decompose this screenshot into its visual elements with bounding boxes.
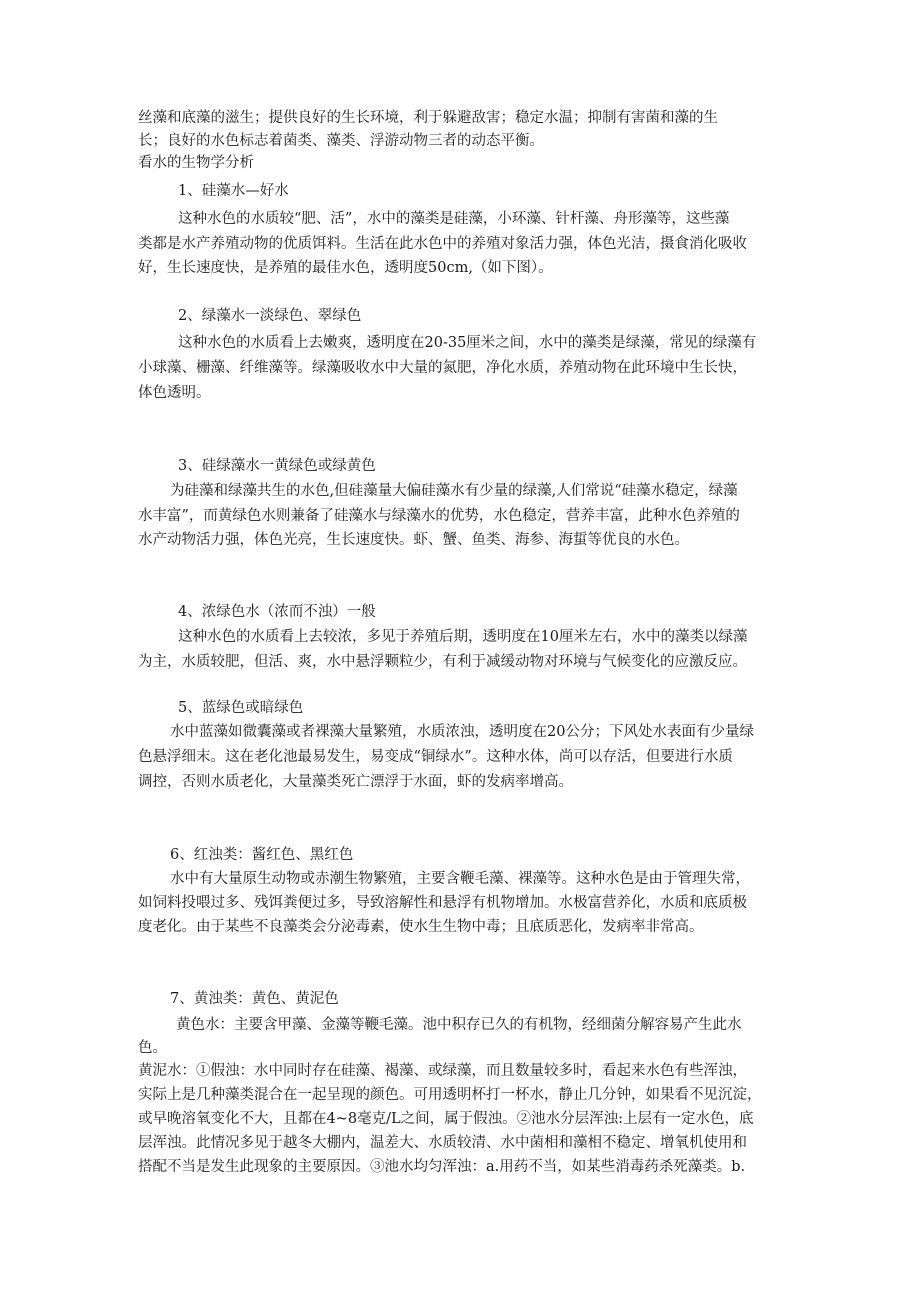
text-line: 实际上是几种藻类混合在一起呈现的颜色。可用透明杯打一杯水，静止几分钟，如果看不见沉淀， [138, 1087, 762, 1103]
text-line: 色悬浮细末。这在老化池最易发生，易变成“铜绿水”。这种水体，尚可以存活，但要进行水质 [138, 749, 733, 765]
text-line: 黄泥水：①假浊：水中同时存在硅藻、褐藻、或绿藻，而且数量较多时，看起来水色有些浑浊， [138, 1063, 747, 1079]
text-line: 丝藻和底藻的滋生；提供良好的生长环境，利于躲避敌害；稳定水温；抑制有害菌和藻的生 [138, 110, 718, 126]
text-line: 水丰富”，而黄绿色水则兼备了硅藻水与绿藻水的优势，水色稳定，营养丰富，此种水色养殖的 [138, 508, 740, 524]
text-line: 为主，水质较肥，但活、爽，水中悬浮颗粒少，有利于减缓动物对环境与气候变化的应激反应。 [138, 654, 747, 670]
text-line: 水中有大量原生动物或赤潮生物繁殖，主要含鞭毛藻、裸藻等。这种水色是由于管理失常， [170, 871, 750, 887]
text-line: 好，生长速度快，是养殖的最佳水色，透明度50cm,（如下图）。 [138, 260, 553, 276]
text-line: 黄色水：主要含甲藻、金藻等鞭毛藻。池中积存已久的有机物，经细菌分解容易产生此水 [176, 1017, 742, 1033]
text-line: 色。 [138, 1040, 167, 1056]
text-line: 为硅藻和绿藻共生的水色,但硅藻量大偏硅藻水有少量的绿藻,人们常说“硅藻水稳定，绿藻 [170, 483, 738, 499]
heading-4: 4、浓绿色水（浓而不浊）一般 [178, 604, 376, 620]
text-line: 或早晚溶氧变化不大，且都在4~8毫克/L之间，属于假浊。②池水分层浑浊:上层有一定水色，底 [138, 1111, 754, 1127]
text-line: 度老化。由于某些不良藻类会分泌毒素，使水生生物中毒；且底质恶化，发病率非常高。 [138, 919, 704, 935]
text-line: 这种水色的水质看上去较浓，多见于养殖后期，透明度在10厘米左右，水中的藻类以绿藻 [178, 629, 748, 645]
text-line: 如饲料投喂过多、残饵粪便过多，导致溶解性和悬浮有机物增加。水极富营养化，水质和底质极 [138, 895, 747, 911]
text-line: 层浑浊。此情况多见于越冬大棚内，温差大、水质较清、水中菌相和藻相不稳定、增氧机使用和 [138, 1135, 747, 1151]
text-line: 水产动物活力强，体色光亮，生长速度快。虾、蟹、鱼类、海参、海蜇等优良的水色。 [138, 532, 689, 548]
text-line: 搭配不当是发生此现象的主要原因。③池水均匀浑浊：a.用药不当，如某些消毒药杀死藻类。b. [138, 1159, 746, 1175]
heading-5: 5、蓝绿色或暗绿色 [178, 700, 304, 716]
text-line: 这种水色的水质较“肥、活”，水中的藻类是硅藻，小环藻、针杆藻、舟形藻等，这些藻 [178, 211, 730, 227]
section-title: 看水的生物学分析 [138, 155, 254, 171]
text-line: 这种水色的水质看上去嫩爽，透明度在20-35厘米之间，水中的藻类是绿藻，常见的绿藻有 [178, 335, 757, 351]
heading-6: 6、红浊类：酱红色、黑红色 [170, 847, 354, 863]
text-line: 类都是水产养殖动物的优质饵料。生活在此水色中的养殖对象活力强，体色光洁，摄食消化吸收 [138, 236, 747, 252]
text-line: 小球藻、栅藻、纤维藻等。绿藻吸收水中大量的氮肥，净化水质，养殖动物在此环境中生长快， [138, 360, 747, 376]
heading-1: 1、硅藻水—好水 [178, 183, 289, 199]
text-line: 调控，否则水质老化，大量藻类死亡漂浮于水面，虾的发病率增高。 [138, 774, 573, 790]
heading-3: 3、硅绿藻水一黄绿色或绿黄色 [178, 458, 376, 474]
heading-7: 7、黄浊类：黄色、黄泥色 [170, 991, 339, 1007]
text-line: 水中蓝藻如微囊藻或者裸藻大量繁殖，水质浓浊，透明度在20公分；下风处水表面有少量绿 [170, 724, 754, 740]
text-line: 体色透明。 [138, 385, 211, 401]
heading-2: 2、绿藻水一淡绿色、翠绿色 [178, 308, 362, 324]
text-line: 长；良好的水色标志着菌类、藻类、浮游动物三者的动态平衡。 [138, 133, 544, 149]
